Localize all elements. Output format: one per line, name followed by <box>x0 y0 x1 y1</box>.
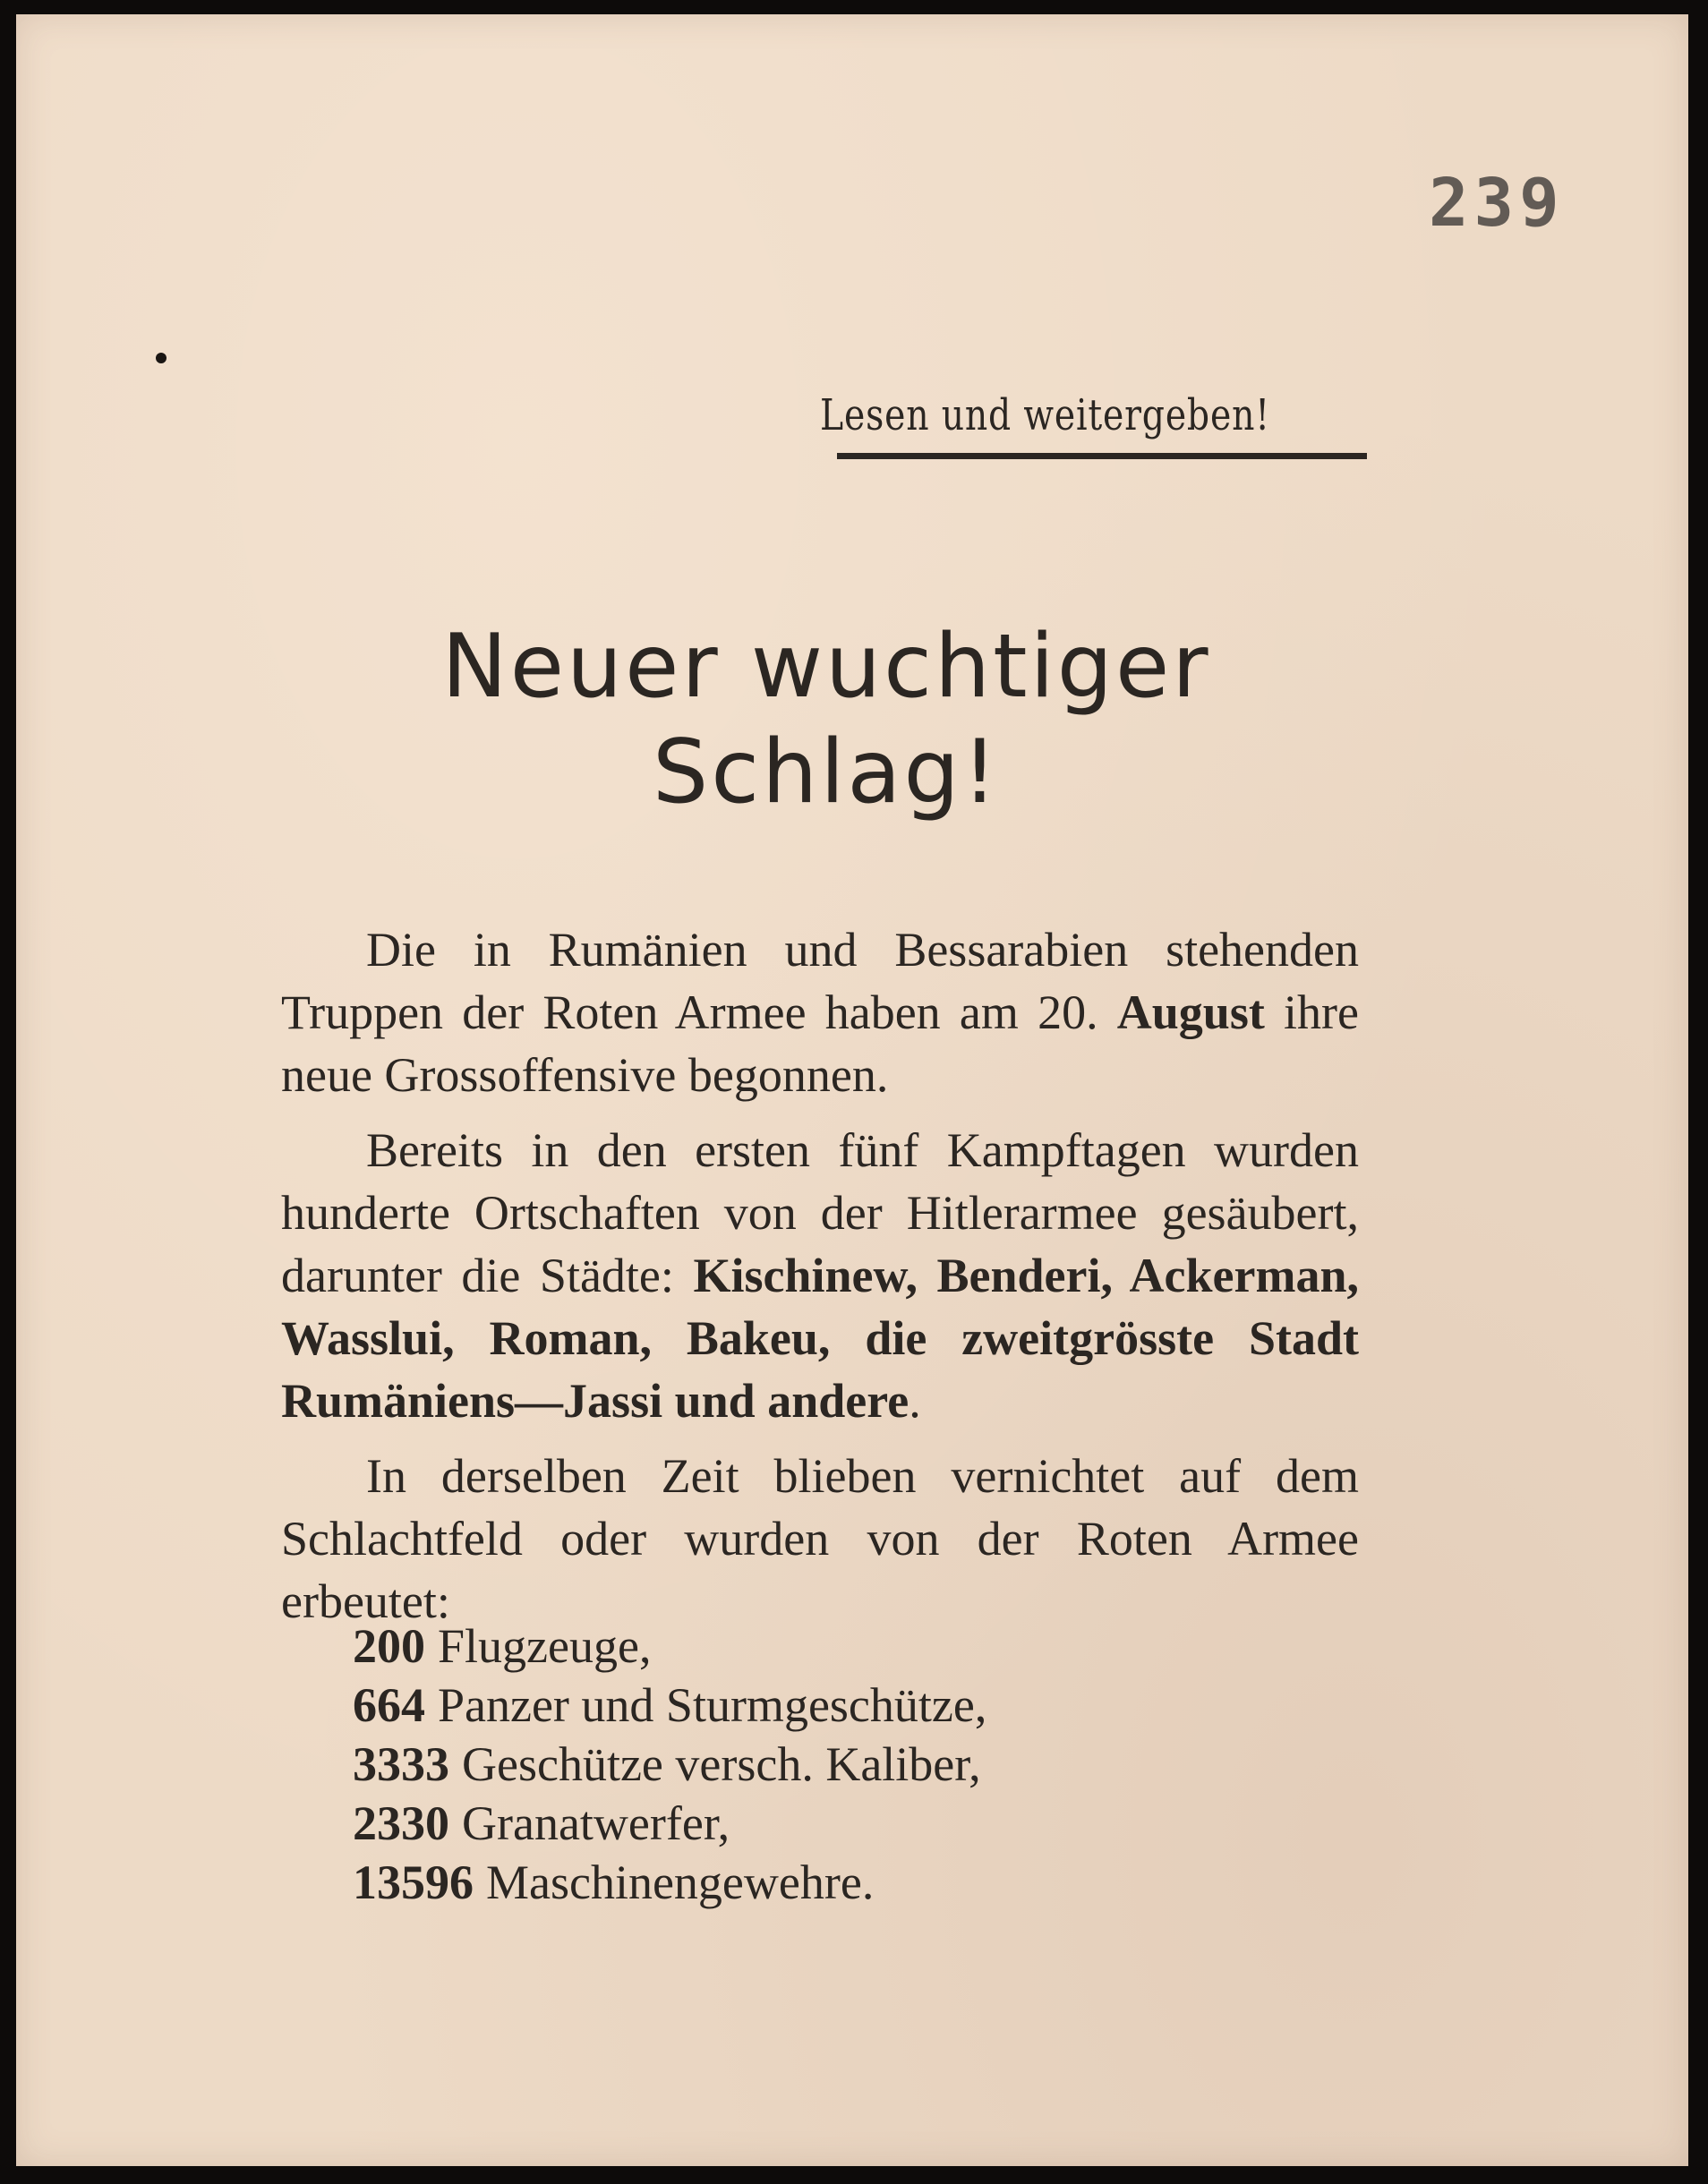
punch-hole-top <box>156 353 167 363</box>
title-line-2: Schlag! <box>653 721 1000 823</box>
list-item: 200 Flugzeuge, <box>353 1619 652 1673</box>
paragraph-losses-intro: In derselben Zeit blieben vernichtet auf dem Schlachtfeld oder wurden von der Roten Armee erbeutet: <box>281 1449 1359 1628</box>
losses-list <box>353 1617 1248 1912</box>
header-note: Lesen und weitergeben! <box>820 390 1270 440</box>
list-item: 3333 Geschütze versch. Kaliber, <box>353 1737 981 1791</box>
leaflet-body <box>281 918 1359 1645</box>
title-line-1: Neuer wuchtiger <box>441 616 1211 718</box>
leaflet-page <box>16 14 1688 2166</box>
list-item: 664 Panzer und Sturmgeschütze, <box>353 1678 987 1732</box>
page-number-stamp: 239 <box>1429 165 1565 242</box>
list-item: 2330 Granatwerfer, <box>353 1796 730 1850</box>
paragraph-cities: Bereits in den ersten fünf Kampftagen wurden hunderte Ortschaften von der Hitlerarmee gesäubert, darunter die Städte: Kischinew, Benderi, Ackerman, Wasslui, Roman, Bakeu, die zweitgrösste Stadt Rumäniens—Jassi und andere. <box>281 1123 1359 1428</box>
header-underline <box>837 453 1367 459</box>
paragraph-offensive: Die in Rumänien und Bessarabien stehenden Truppen der Roten Armee haben am 20. August ihre neue Grossoffensive begonnen. <box>281 923 1360 1102</box>
list-item: 13596 Maschinengewehre. <box>353 1856 875 1909</box>
bold-cities: Kischinew, Benderi, Ackerman, Wasslui, Roman, Bakeu, die zweitgrösste Stadt Rumäniens—Jassi und andere <box>281 1249 1359 1428</box>
bold-date: August <box>1116 985 1265 1039</box>
leaflet-title <box>285 614 1368 825</box>
